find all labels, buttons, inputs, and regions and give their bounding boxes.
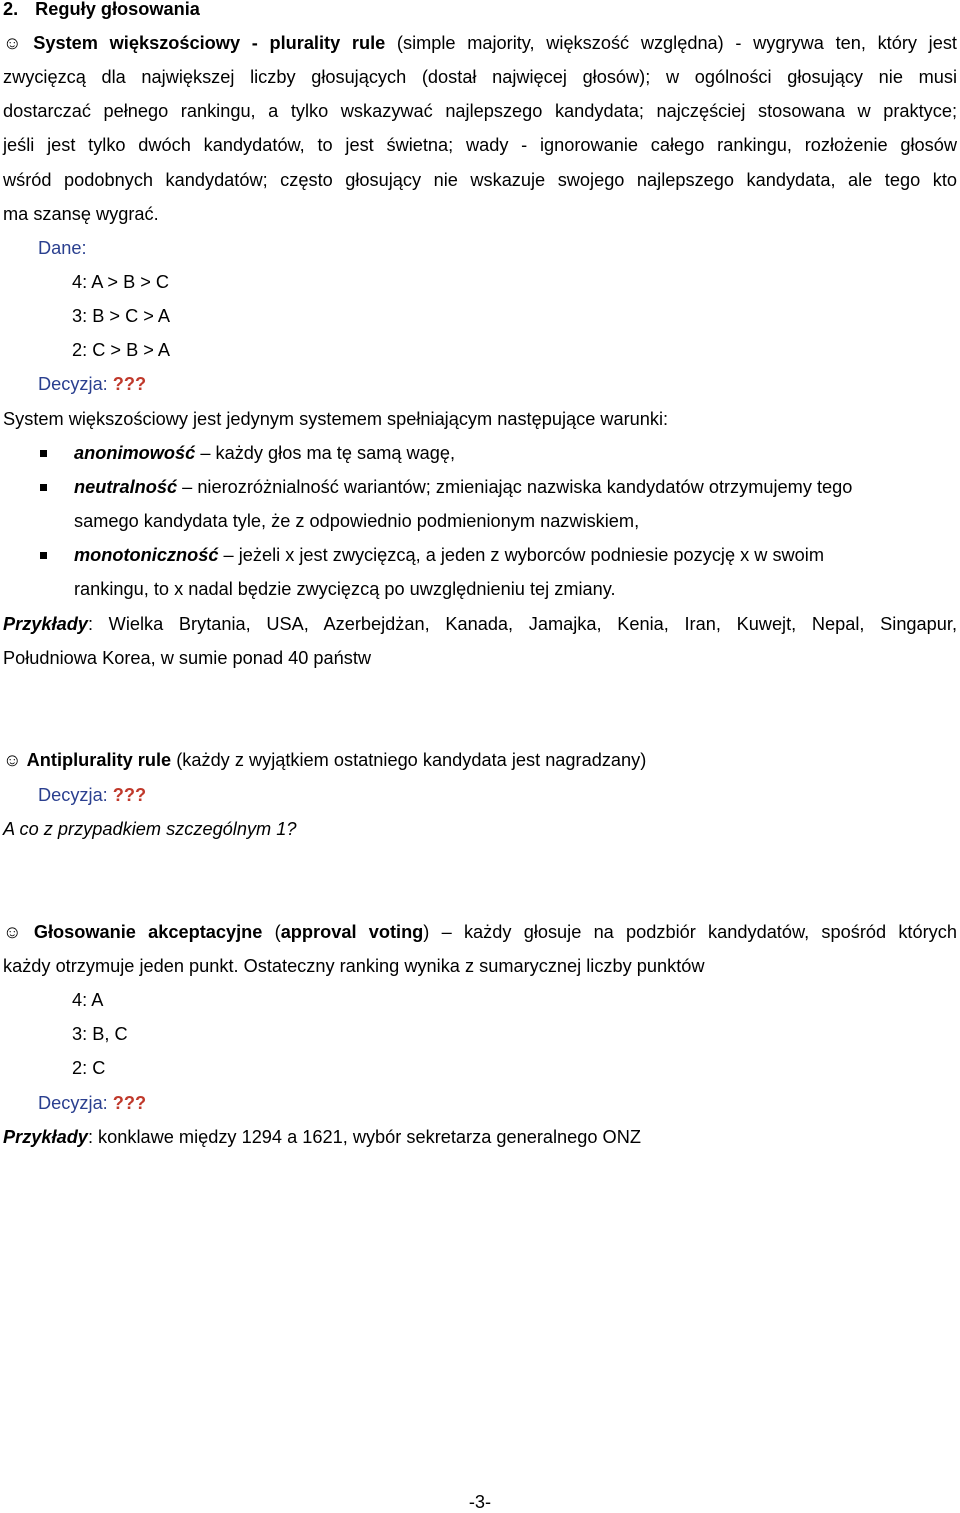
section-heading [3, 0, 200, 20]
examples-label: Przykłady [3, 1127, 88, 1147]
approval-text: ) – każdy głosuje na podzbiór kandydatów, spośród których [423, 922, 957, 942]
bullet-square-icon [40, 450, 47, 457]
smiley-icon: ☺ [3, 922, 22, 942]
examples-line-2: Południowa Korea, w sumie ponad 40 państw [3, 648, 372, 668]
section-number: 2. [3, 0, 19, 19]
condition-text: – jeżeli x jest zwycięzcą, a jeden z wyborców podniesie pozycję x w swoim [218, 545, 824, 565]
examples-text: : konklawe między 1294 a 1621, wybór sekretarza generalnego ONZ [87, 1127, 641, 1147]
approval-line-1 [3, 921, 957, 943]
conditions-intro: System większościowy jest jedynym systemem spełniającym następujące warunki: [3, 409, 669, 429]
decision-value: ??? [107, 785, 147, 805]
antiplurality-text: (każdy z wyjątkiem ostatniego kandydata jest nagradzany) [171, 750, 647, 770]
decision-value: ??? [107, 374, 147, 394]
antiplurality-line [3, 749, 646, 771]
condition-text: – każdy głos ma tę samą wagę, [195, 443, 456, 463]
condition-continuation: rankingu, to x nadal będzie zwycięzcą po uwzględnieniu tej zmiany. [74, 579, 616, 599]
plurality-line-2: zwycięzcą dla największej liczby głosujących (dostał najwięcej głosów); w ogólności głosujący nie musi [3, 67, 957, 87]
decision-label: Decyzja: [38, 374, 108, 394]
paren-open: ( [262, 922, 281, 942]
decision-line [38, 373, 146, 395]
plurality-rule-name: System większościowy - plurality rule [33, 33, 386, 53]
smiley-icon: ☺ [3, 750, 22, 770]
section-title: Reguły głosowania [35, 0, 200, 19]
decision-label: Decyzja: [38, 785, 108, 805]
dane-label: Dane: [38, 238, 87, 258]
examples-label: Przykłady [3, 614, 88, 634]
examples-text: : Wielka Brytania, USA, Azerbejdżan, Kanada, Jamajka, Kenia, Iran, Kuwejt, Nepal, Singapur, [87, 614, 957, 634]
approval-rule-name: Głosowanie akceptacyjne [33, 922, 263, 942]
special-case-question: A co z przypadkiem szczególnym 1? [3, 819, 297, 839]
plurality-line-4: jeśli jest tylko dwóch kandydatów, to jest świetna; wady - ignorowanie całego rankingu, rozłożenie głosów [3, 135, 957, 155]
plurality-line-1 [3, 32, 957, 54]
condition-text: – nierozróżnialność wariantów; zmieniając nazwiska kandydatów otrzymujemy tego [177, 477, 853, 497]
bullet-square-icon [40, 484, 47, 491]
decision-line [38, 784, 146, 806]
condition-continuation: samego kandydata tyle, że z odpowiednio podmienionym nazwiskiem, [74, 511, 640, 531]
condition-item [74, 442, 455, 464]
plurality-line1-text: (simple majority, większość względna) - wygrywa ten, który jest [385, 33, 957, 53]
profile-line: 2: C [72, 1058, 106, 1078]
decision-line [38, 1092, 146, 1114]
examples-line-1 [3, 613, 957, 635]
condition-term: monotoniczność [74, 545, 219, 565]
condition-item [74, 476, 852, 498]
plurality-line-5: wśród podobnych kandydatów; często głosujący nie wskazuje swojego najlepszego kandydata, ale tego kto [3, 170, 957, 190]
profile-line: 3: B > C > A [72, 306, 171, 326]
condition-item [74, 544, 824, 566]
page-number: -3- [468, 1492, 492, 1512]
condition-term: neutralność [74, 477, 178, 497]
approval-line-2: każdy otrzymuje jeden punkt. Ostateczny ranking wynika z sumarycznej liczby punktów [3, 956, 705, 976]
plurality-line-6: ma szansę wygrać. [3, 204, 159, 224]
profile-line: 4: A [72, 990, 104, 1010]
condition-term: anonimowość [74, 443, 196, 463]
profile-line: 3: B, C [72, 1024, 128, 1044]
antiplurality-rule-name: Antiplurality rule [26, 750, 172, 770]
profile-line: 4: A > B > C [72, 272, 170, 292]
approval-rule-name-en: approval voting [280, 922, 424, 942]
approval-examples-line [3, 1126, 641, 1148]
smiley-icon: ☺ [3, 33, 22, 53]
decision-value: ??? [107, 1093, 147, 1113]
bullet-square-icon [40, 552, 47, 559]
plurality-line-3: dostarczać pełnego rankingu, a tylko wskazywać najlepszego kandydata; najczęściej stosowana w praktyce; [3, 101, 957, 121]
profile-line: 2: C > B > A [72, 340, 171, 360]
decision-label: Decyzja: [38, 1093, 108, 1113]
